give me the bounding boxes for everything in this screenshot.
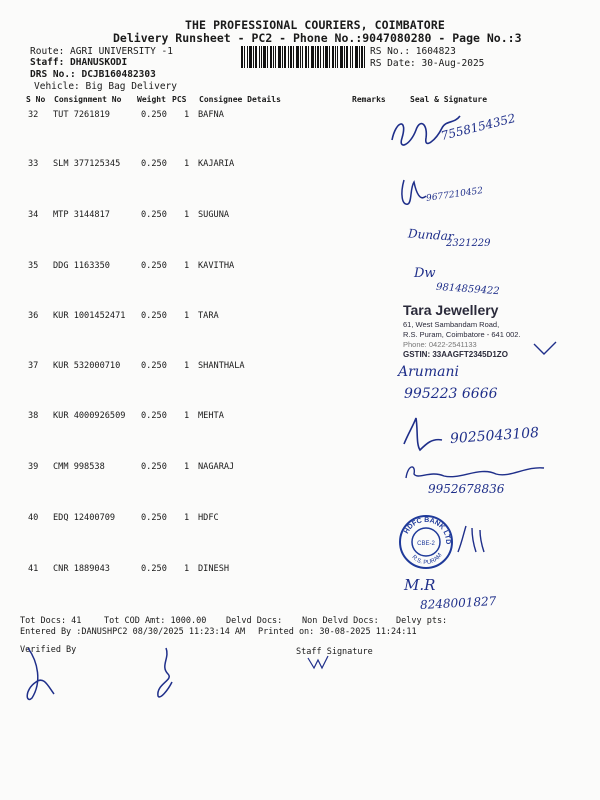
row-sno: 38: [28, 411, 39, 421]
row-sno: 40: [28, 513, 39, 523]
col-pcs: PCS: [172, 95, 187, 104]
runsheet-subtitle: Delivery Runsheet - PC2 - Phone No.:9047080280 - Page No.:3: [113, 31, 522, 45]
delivered-docs: Delvd Docs:: [226, 616, 283, 626]
staff-signature: [306, 654, 330, 672]
entered-by: Entered By :DANUSHPC2 08/30/2025 11:23:14 AM: [20, 627, 246, 637]
row-weight: 0.250: [141, 564, 167, 574]
row-weight: 0.250: [141, 411, 167, 421]
hdfc-bank-stamp: [398, 514, 454, 570]
row-pcs: 1: [184, 462, 190, 472]
signature-39-phone: 9952678836: [428, 482, 505, 496]
total-cod-amount: Tot COD Amt: 1000.00: [104, 616, 207, 626]
stamp-tara-address-2: R.S. Puram, Coimbatore - 641 002.: [403, 330, 521, 339]
stamp-tara-name: Tara Jewellery: [403, 302, 499, 318]
row-pcs: 1: [184, 564, 190, 574]
signature-38-phone: 9025043108: [449, 424, 540, 448]
row-weight: 0.250: [141, 513, 167, 523]
signature-38: [396, 414, 446, 458]
verifier-signature-2: [146, 644, 186, 700]
row-weight: 0.250: [141, 311, 167, 321]
row-pcs: 1: [184, 210, 190, 220]
row-consignment: KUR 532000710: [53, 361, 121, 371]
row-sno: 39: [28, 462, 39, 472]
signature-35-name: Dw: [414, 266, 436, 281]
row-pcs: 1: [184, 311, 190, 321]
row-pcs: 1: [184, 159, 190, 169]
row-consignment: TUT 7261819: [53, 110, 110, 120]
row-consignee: KAJARIA: [198, 159, 235, 169]
row-sno: 41: [28, 564, 39, 574]
signature-41-name: M.R: [404, 576, 436, 594]
tara-initial-mark: [530, 338, 560, 360]
row-consignment: CMM 998538: [53, 462, 105, 472]
route-label: Route: AGRI UNIVERSITY -1: [30, 46, 173, 57]
verified-by-label: Verified By: [20, 645, 77, 655]
staff-signature-label: Staff Signature: [296, 647, 373, 657]
row-weight: 0.250: [141, 210, 167, 220]
col-remarks: Remarks: [352, 95, 386, 104]
row-weight: 0.250: [141, 110, 167, 120]
row-consignee: DINESH: [198, 564, 230, 574]
row-consignment: SLM 377125345: [53, 159, 121, 169]
col-consignee: Consignee Details: [199, 95, 281, 104]
row-pcs: 1: [184, 261, 190, 271]
col-sno: S No: [26, 95, 46, 104]
rs-date: RS Date: 30-Aug-2025: [370, 58, 485, 69]
row-weight: 0.250: [141, 361, 167, 371]
row-weight: 0.250: [141, 462, 167, 472]
row-pcs: 1: [184, 513, 190, 523]
hdfc-stamp-bottom-text: R.S. PURAM: [410, 552, 444, 567]
signature-35-phone: 9814859422: [435, 281, 500, 298]
row-pcs: 1: [184, 361, 190, 371]
col-seal: Seal & Signature: [410, 95, 488, 104]
row-sno: 32: [28, 110, 39, 120]
row-consignee: SUGUNA: [198, 210, 230, 220]
row-consignment: EDQ 12400709: [53, 513, 116, 523]
row-sno: 37: [28, 361, 39, 371]
row-consignment: DDG 1163350: [53, 261, 110, 271]
row-consignee: KAVITHA: [198, 261, 235, 271]
row-consignee: HDFC: [198, 513, 219, 523]
printed-on: Printed on: 30-08-2025 11:24:11: [258, 627, 417, 637]
stamp-tara-address-1: 61, West Sambandam Road,: [403, 320, 500, 329]
row-consignee: MEHTA: [198, 411, 224, 421]
row-sno: 33: [28, 159, 39, 169]
row-consignment: MTP 3144817: [53, 210, 110, 220]
row-consignee: SHANTHALA: [198, 361, 245, 371]
row-pcs: 1: [184, 110, 190, 120]
hdfc-stamp-center-text: CBE-2: [417, 541, 435, 547]
row-pcs: 1: [184, 411, 190, 421]
signature-41-phone: 8248001827: [419, 594, 497, 612]
drs-label: DRS No.: DCJB160482303: [30, 69, 156, 80]
row-weight: 0.250: [141, 159, 167, 169]
delivery-points: Delvy pts:: [396, 616, 448, 626]
hdfc-stamp-top-text: HDFC BANK LTD: [403, 516, 452, 545]
total-docs: Tot Docs: 41: [20, 616, 82, 626]
signature-37-name: Arumani: [398, 364, 459, 380]
signature-34-name: Dundar: [407, 226, 455, 244]
rs-number: RS No.: 1604823: [370, 46, 456, 57]
stamp-tara-gstin: GSTIN: 33AAGFT2345D1ZO: [403, 350, 508, 359]
stamp-tara-phone: Phone: 0422-2541133: [403, 340, 477, 349]
signature-40: [454, 522, 494, 556]
barcode: [240, 46, 366, 68]
signature-34-phone: 2321229: [446, 238, 491, 249]
company-title: THE PROFESSIONAL COURIERS, COIMBATORE: [185, 18, 445, 32]
col-consignment: Consignment No: [54, 95, 122, 104]
row-sno: 34: [28, 210, 39, 220]
verifier-signature: [18, 642, 62, 706]
vehicle-label: Vehicle: Big Bag Delivery: [34, 81, 177, 92]
row-consignee: NAGARAJ: [198, 462, 235, 472]
signature-33-phone: 9677210452: [425, 186, 484, 204]
row-consignment: KUR 1001452471: [53, 311, 126, 321]
row-consignee: BAFNA: [198, 110, 224, 120]
signature-32-phone: 7558154352: [439, 110, 517, 144]
non-delivered-docs: Non Delvd Docs:: [302, 616, 379, 626]
signature-37-phone: 995223 6666: [404, 386, 498, 402]
row-consignment: KUR 4000926509: [53, 411, 126, 421]
row-consignee: TARA: [198, 311, 219, 321]
col-weight: Weight: [137, 95, 166, 104]
row-weight: 0.250: [141, 261, 167, 271]
row-sno: 35: [28, 261, 39, 271]
row-consignment: CNR 1889043: [53, 564, 110, 574]
staff-label: Staff: DHANUSKODI: [30, 57, 128, 68]
row-sno: 36: [28, 311, 39, 321]
